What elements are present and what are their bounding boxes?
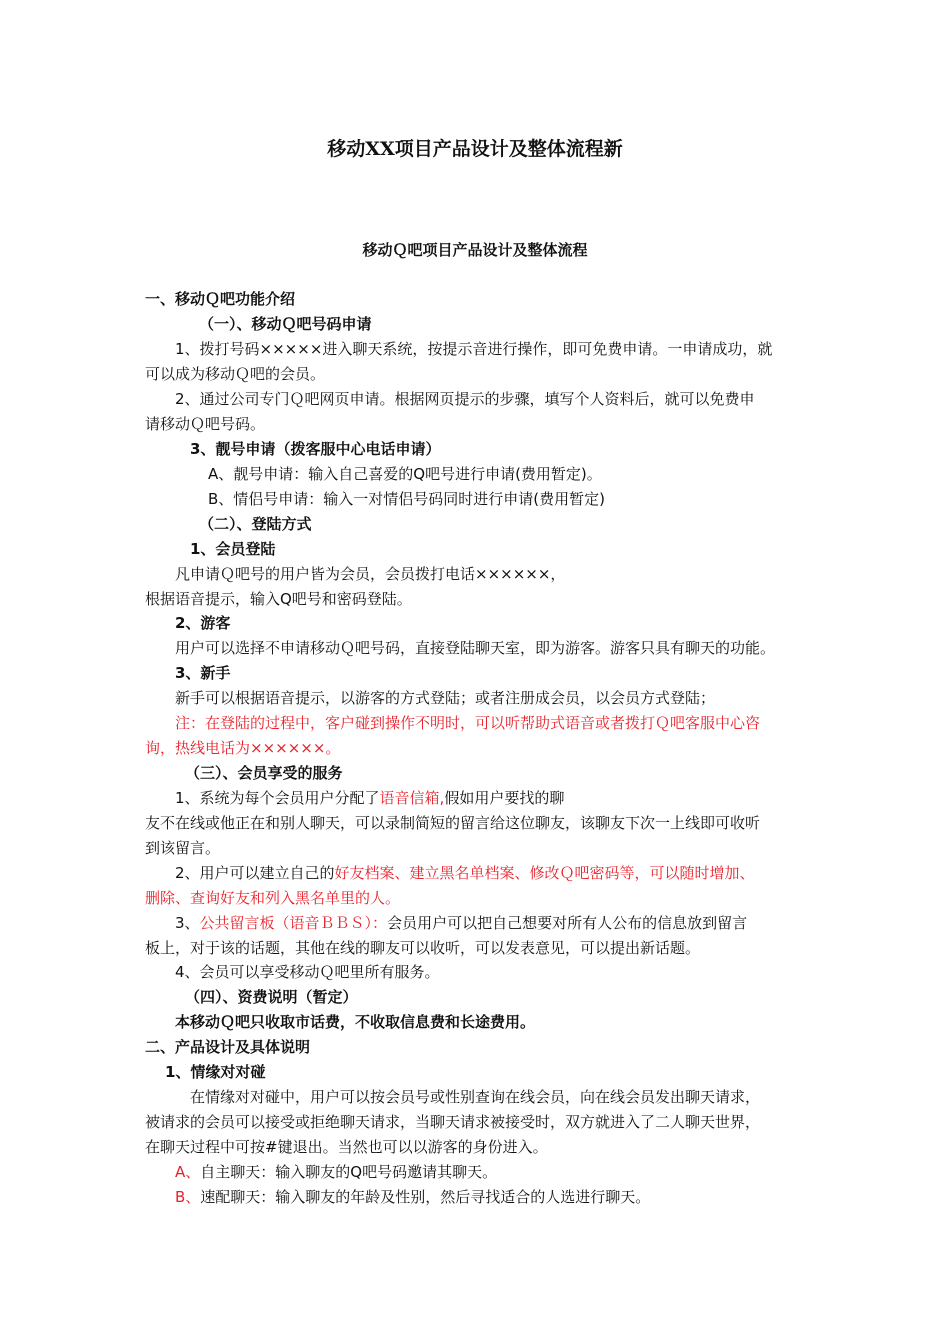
text-run: 1、系统为每个会员用户分配了 [175,789,380,807]
paragraph-line [175,788,840,808]
paragraph-line: 到该留言。 [145,839,221,857]
paragraph-line [175,1162,840,1182]
paragraph-line: 2、通过公司专门Ｑ吧网页申请。根据网页提示的步骤，填写个人资料后，就可以免费申 [175,390,755,408]
highlight-run: 好友档案、建立黑名单档案、修改Ｑ吧密码等，可以随时增加、 [334,864,755,882]
text-run: 速配聊天：输入聊友的年龄及性别，然后寻找适合的人选进行聊天。 [200,1188,651,1206]
document-subtitle: 移动Ｑ吧项目产品设计及整体流程 [362,241,588,259]
paragraph-line: 可以成为移动Ｑ吧的会员。 [145,365,326,383]
list-marker: B、 [175,1188,201,1206]
paragraph-line: 友不在线或他正在和别人聊天，可以录制简短的留言给这位聊友，该聊友下次一上线即可收听 [145,814,761,832]
item-heading: 3、靓号申请（拨客服中心电话申请） [190,440,441,458]
text-run: 2、用户可以建立自己的 [175,864,335,882]
paragraph-line: B、情侣号申请：输入一对情侣号码同时进行申请(费用暂定) [208,490,605,508]
item-heading: 1、会员登陆 [190,540,276,558]
paragraph-line [175,913,840,933]
subsection-heading: （二）、登陆方式 [199,515,312,533]
paragraph-line: 根据语音提示，输入Q吧号和密码登陆。 [145,590,412,608]
note-line: 询，热线电话为××××××。 [145,739,341,757]
paragraph-line: 请移动Ｑ吧号码。 [145,415,266,433]
paragraph-line: 删除、查询好友和列入黑名单里的人。 [145,889,401,907]
document-title: 移动XX项目产品设计及整体流程新 [327,138,623,160]
item-heading: 1、情缘对对碰 [165,1063,266,1081]
text-run: 假如用户要找的聊 [444,789,565,807]
paragraph-line [175,863,840,883]
paragraph-line: 板上，对于该的话题，其他在线的聊友可以收听，可以发表意见，可以提出新话题。 [145,939,701,957]
section-heading: 二、产品设计及具体说明 [145,1038,311,1056]
subsection-heading: （三）、会员享受的服务 [185,764,343,782]
paragraph-line: 本移动Ｑ吧只收取市话费，不收取信息费和长途费用。 [175,1013,536,1031]
highlight-run: 公共留言板（语音ＢＢＳ）： [199,914,388,932]
paragraph-line: 用户可以选择不申请移动Ｑ吧号码，直接登陆聊天室，即为游客。游客只具有聊天的功能。 [175,639,776,657]
item-heading: 2、游客 [175,614,231,632]
paragraph-line: 新手可以根据语音提示，以游客的方式登陆；或者注册成会员，以会员方式登陆； [175,689,716,707]
highlight-run: 语音信箱, [379,789,445,807]
paragraph-line: A、靓号申请：输入自己喜爱的Q吧号进行申请(费用暂定)。 [208,465,602,483]
paragraph-line: 4、会员可以享受移动Ｑ吧里所有服务。 [175,963,440,981]
paragraph-line: 凡申请Ｑ吧号的用户皆为会员，会员拨打电话××××××， [175,565,566,583]
list-marker: A、 [175,1163,201,1181]
text-run: 会员用户可以把自己想要对所有人公布的信息放到留言 [387,914,748,932]
text-run: 自主聊天：输入聊友的Q吧号码邀请其聊天。 [200,1163,498,1181]
paragraph-line: 在聊天过程中可按#键退出。当然也可以以游客的身份进入。 [145,1138,548,1156]
note-line: 注：在登陆的过程中，客户碰到操作不明时，可以听帮助式语音或者拨打Ｑ吧客服中心咨 [175,714,761,732]
paragraph-line: 被请求的会员可以接受或拒绝聊天请求，当聊天请求被接受时，双方就进入了二人聊天世界， [145,1113,761,1131]
paragraph-line [175,1187,840,1207]
subsection-heading: （一）、移动Ｑ吧号码申请 [199,315,372,333]
section-heading: 一、移动Ｑ吧功能介绍 [145,290,296,308]
paragraph-line: 1、拨打号码×××××进入聊天系统，按提示音进行操作，即可免费申请。一申请成功，就 [175,340,773,358]
paragraph-line: 在情缘对对碰中，用户可以按会员号或性别查询在线会员，向在线会员发出聊天请求， [190,1088,761,1106]
text-run: 3、 [175,914,200,932]
subsection-heading: （四）、资费说明（暂定） [185,988,358,1006]
item-heading: 3、新手 [175,664,231,682]
